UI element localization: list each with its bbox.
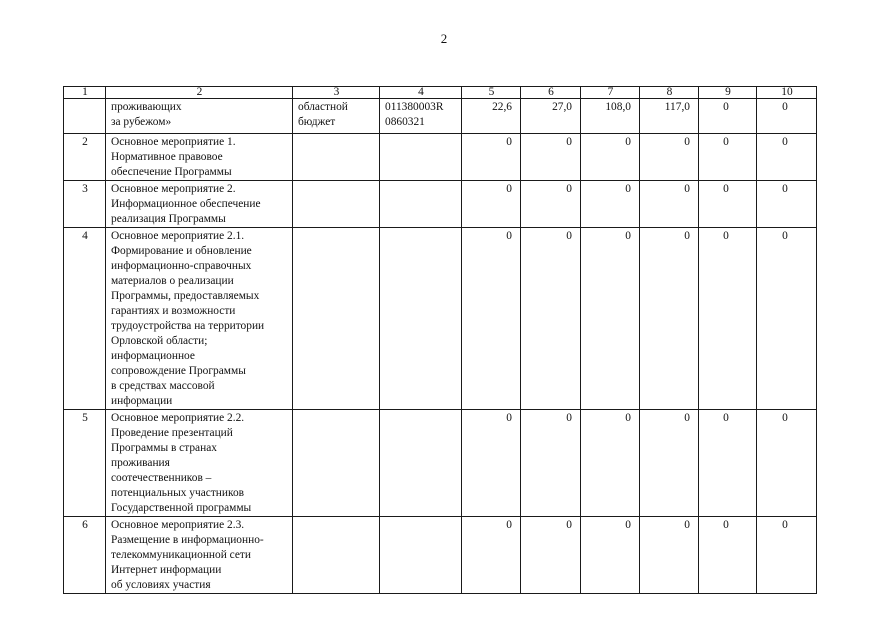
table-row: [64, 99, 817, 134]
activity-name-cell-line: реализация Программы: [111, 213, 226, 225]
value-cell-col-5: 0: [462, 517, 521, 594]
value-cell-col-7: 0: [581, 410, 640, 517]
activity-name-cell: [106, 181, 293, 228]
funding-source-cell: [293, 134, 380, 181]
value-cell-col-6: 0: [521, 134, 581, 181]
value-cell-col-9: 0: [699, 410, 757, 517]
activity-name-cell: [106, 134, 293, 181]
budget-code-cell: [380, 134, 462, 181]
row-number-cell: 2: [64, 134, 106, 181]
value-cell-col-8: 117,0: [640, 99, 699, 134]
table-row: [64, 134, 817, 181]
activity-name-cell-line: сопровождение Программы: [111, 365, 246, 377]
value-cell-col-8: 0: [640, 410, 699, 517]
activity-name-cell-line: проживающих: [111, 101, 182, 113]
activity-name-cell-line: Орловской области;: [111, 335, 208, 347]
value-cell-col-5: 0: [462, 228, 521, 410]
value-cell-col-10: 0: [757, 228, 817, 410]
table-header-row: [64, 87, 817, 99]
value-cell-col-6: 0: [521, 181, 581, 228]
budget-code-cell: [380, 181, 462, 228]
value-cell-col-5: 22,6: [462, 99, 521, 134]
budget-code-cell-line: 011380003R: [385, 101, 444, 113]
value-cell-col-10: 0: [757, 410, 817, 517]
value-cell-col-8: 0: [640, 517, 699, 594]
value-cell-col-8: 0: [640, 181, 699, 228]
value-cell-col-7: 108,0: [581, 99, 640, 134]
activity-name-cell-line: Основное мероприятие 2.2.: [111, 412, 245, 424]
activity-name-cell-line: Проведение презентаций: [111, 427, 233, 439]
value-cell-col-9: 0: [699, 517, 757, 594]
value-cell-col-10: 0: [757, 517, 817, 594]
activity-name-cell-line: Основное мероприятие 2.3.: [111, 519, 245, 531]
value-cell-col-8: 0: [640, 228, 699, 410]
funding-source-cell: [293, 99, 380, 134]
budget-code-cell: [380, 228, 462, 410]
page-number: 2: [440, 31, 448, 46]
activity-name-cell: [106, 410, 293, 517]
budget-code-cell: [380, 410, 462, 517]
activity-name-cell-line: Нормативное правовое: [111, 151, 223, 163]
funding-source-cell-line: бюджет: [298, 116, 336, 128]
activity-name-cell-line: Размещение в информационно-: [111, 534, 264, 546]
activity-name-cell-line: Основное мероприятие 2.1.: [111, 230, 245, 242]
value-cell-col-7: 0: [581, 517, 640, 594]
activity-name-cell-line: в средствах массовой: [111, 380, 215, 392]
value-cell-col-9: 0: [699, 134, 757, 181]
value-cell-col-6: 27,0: [521, 99, 581, 134]
value-cell-col-10: 0: [757, 134, 817, 181]
budget-code-cell: [380, 99, 462, 134]
activity-name-cell-line: гарантиях и возможности: [111, 305, 236, 317]
row-number-cell: 3: [64, 181, 106, 228]
value-cell-col-8: 0: [640, 134, 699, 181]
value-cell-col-9: 0: [699, 228, 757, 410]
activity-name-cell: [106, 517, 293, 594]
funding-source-cell: [293, 181, 380, 228]
funding-source-cell-line: областной: [298, 101, 348, 113]
funding-source-cell: [293, 410, 380, 517]
row-number-cell: [64, 99, 106, 134]
value-cell-col-9: 0: [699, 181, 757, 228]
budget-table: [63, 86, 817, 594]
activity-name-cell-line: Основное мероприятие 1.: [111, 136, 236, 148]
table-row: [64, 410, 817, 517]
activity-name-cell-line: трудоустройства на территории: [111, 320, 265, 332]
activity-name-cell-line: Основное мероприятие 2.: [111, 183, 236, 195]
activity-name-cell-line: информационное: [111, 350, 195, 362]
value-cell-col-10: 0: [757, 181, 817, 228]
value-cell-col-10: 0: [757, 99, 817, 134]
value-cell-col-5: 0: [462, 181, 521, 228]
row-number-cell: 5: [64, 410, 106, 517]
header-cell-1: 1: [64, 87, 106, 99]
funding-source-cell: [293, 517, 380, 594]
activity-name-cell-line: обеспечение Программы: [111, 166, 232, 178]
header-cell-9: 9: [699, 87, 757, 99]
activity-name-cell-line: за рубежом»: [111, 116, 172, 128]
activity-name-cell-line: Интернет информации: [111, 564, 222, 576]
value-cell-col-6: 0: [521, 228, 581, 410]
header-cell-4: 4: [380, 87, 462, 99]
value-cell-col-7: 0: [581, 134, 640, 181]
header-cell-10: 10: [757, 87, 817, 99]
activity-name-cell: [106, 228, 293, 410]
table-row: [64, 517, 817, 594]
activity-name-cell-line: Государственной программы: [111, 502, 252, 514]
value-cell-col-6: 0: [521, 517, 581, 594]
value-cell-col-5: 0: [462, 410, 521, 517]
activity-name-cell-line: информации: [111, 395, 173, 407]
activity-name-cell-line: проживания: [111, 457, 170, 469]
budget-code-cell: [380, 517, 462, 594]
value-cell-col-7: 0: [581, 181, 640, 228]
activity-name-cell-line: Информационное обеспечение: [111, 198, 261, 210]
activity-name-cell-line: Программы, предоставляемых: [111, 290, 260, 302]
row-number-cell: 4: [64, 228, 106, 410]
header-cell-3: 3: [293, 87, 380, 99]
table-row: [64, 228, 817, 410]
header-cell-2: 2: [106, 87, 293, 99]
header-cell-5: 5: [462, 87, 521, 99]
activity-name-cell-line: телекоммуникационной сети: [111, 549, 251, 561]
table-row: [64, 181, 817, 228]
row-number-cell: 6: [64, 517, 106, 594]
activity-name-cell-line: информационно-справочных: [111, 260, 252, 272]
funding-source-cell: [293, 228, 380, 410]
value-cell-col-6: 0: [521, 410, 581, 517]
header-cell-8: 8: [640, 87, 699, 99]
header-cell-6: 6: [521, 87, 581, 99]
value-cell-col-7: 0: [581, 228, 640, 410]
value-cell-col-5: 0: [462, 134, 521, 181]
value-cell-col-9: 0: [699, 99, 757, 134]
header-cell-7: 7: [581, 87, 640, 99]
activity-name-cell-line: материалов о реализации: [111, 275, 234, 287]
activity-name-cell-line: Формирование и обновление: [111, 245, 252, 257]
activity-name-cell-line: потенциальных участников: [111, 487, 245, 499]
activity-name-cell-line: соотечественников –: [111, 472, 212, 484]
activity-name-cell: [106, 99, 293, 134]
activity-name-cell-line: об условиях участия: [111, 579, 211, 591]
activity-name-cell-line: Программы в странах: [111, 442, 217, 454]
budget-code-cell-line: 0860321: [385, 116, 425, 128]
